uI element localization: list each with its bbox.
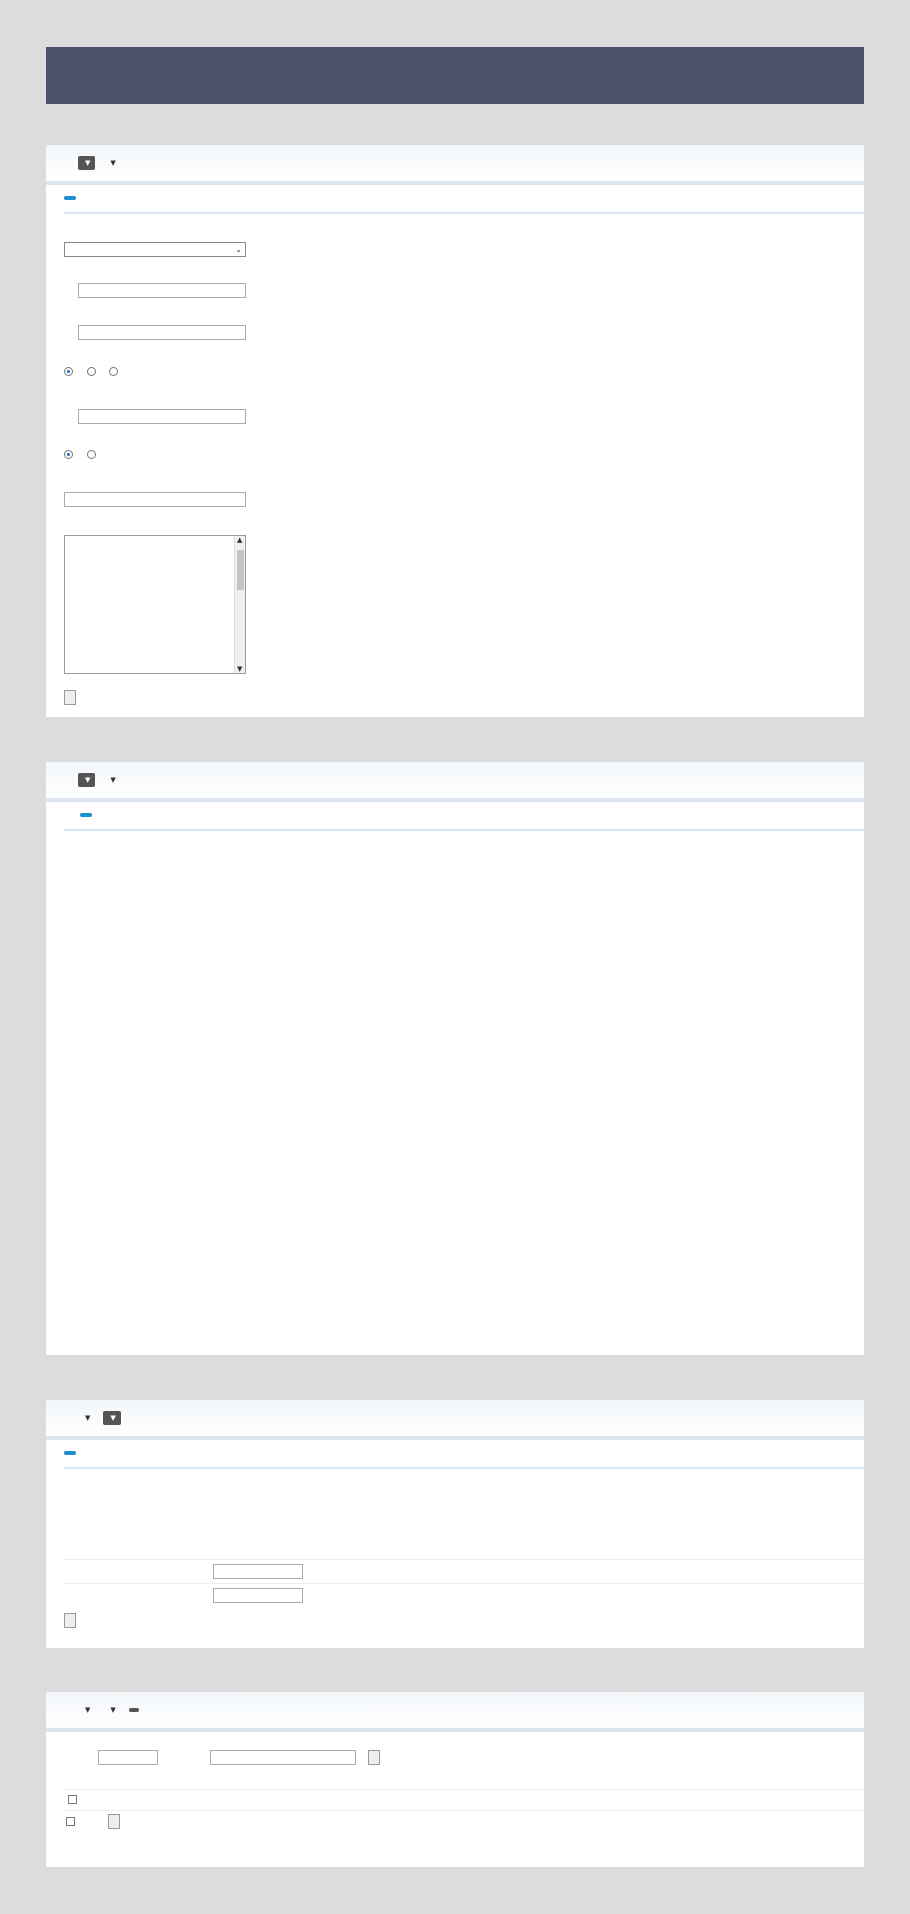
sub-tabs bbox=[64, 1451, 92, 1455]
period-times-input[interactable] bbox=[78, 409, 246, 424]
uname-input[interactable] bbox=[210, 1750, 356, 1765]
menu-log[interactable] bbox=[129, 161, 139, 165]
submit-button[interactable] bbox=[108, 1814, 120, 1829]
period-natural-year[interactable] bbox=[64, 367, 76, 376]
top-nav bbox=[46, 1692, 864, 1732]
menu-global-settings[interactable] bbox=[78, 1411, 95, 1425]
divider bbox=[64, 1810, 864, 1811]
tab-divider bbox=[64, 829, 864, 831]
panel-settings bbox=[46, 145, 864, 717]
uid-input[interactable] bbox=[98, 1750, 158, 1765]
menu-ext-tables[interactable] bbox=[103, 1703, 120, 1717]
select-all[interactable] bbox=[66, 1817, 75, 1826]
username-field-input[interactable] bbox=[213, 1564, 303, 1579]
submit-button[interactable] bbox=[64, 1613, 76, 1628]
period-radios bbox=[64, 367, 121, 376]
panel-logs bbox=[46, 1692, 864, 1867]
tab-third-party[interactable] bbox=[64, 1451, 76, 1455]
buy-url-input[interactable] bbox=[64, 492, 246, 507]
confirm-yes[interactable] bbox=[64, 450, 76, 459]
menu-global-settings[interactable] bbox=[78, 1703, 95, 1717]
chevron-up-icon[interactable]: ▲ bbox=[237, 536, 243, 544]
row-delete-checkbox[interactable] bbox=[68, 1795, 77, 1804]
chevron-down-icon: ▼ bbox=[110, 1706, 116, 1714]
tab-mobile[interactable] bbox=[112, 813, 124, 817]
top-nav bbox=[46, 1400, 864, 1440]
menu-log[interactable] bbox=[129, 1708, 139, 1712]
username-field-input[interactable] bbox=[213, 1588, 303, 1603]
chevron-down-icon: ▼ bbox=[110, 1414, 116, 1422]
chevron-down-icon: ▼ bbox=[85, 1706, 91, 1714]
period-natural-month[interactable] bbox=[87, 367, 99, 376]
menu-ext-tables[interactable] bbox=[103, 1411, 120, 1425]
sub-tabs bbox=[64, 196, 124, 200]
divider bbox=[64, 1559, 864, 1560]
radio-icon bbox=[87, 367, 96, 376]
menu-log[interactable] bbox=[129, 778, 139, 782]
confirm-no[interactable] bbox=[87, 450, 99, 459]
select-all-checkbox[interactable] bbox=[66, 1817, 75, 1826]
tab-params[interactable] bbox=[64, 813, 76, 817]
tab-app-sync[interactable] bbox=[96, 813, 108, 817]
chevron-down-icon[interactable]: ▼ bbox=[237, 665, 243, 673]
radio-icon bbox=[64, 450, 73, 459]
search-button[interactable] bbox=[368, 1750, 380, 1765]
listbox-scrollbar[interactable] bbox=[234, 536, 245, 673]
chevron-down-icon: ▼ bbox=[110, 159, 116, 167]
page-banner bbox=[46, 47, 864, 104]
chevron-down-icon: ▼ bbox=[85, 776, 91, 784]
panel-group-perms bbox=[46, 762, 864, 1355]
menu-global-settings[interactable] bbox=[78, 156, 95, 170]
menu-ext-tables[interactable] bbox=[103, 773, 120, 787]
tab-group-perms[interactable] bbox=[80, 813, 92, 817]
period-custom-days[interactable] bbox=[109, 367, 121, 376]
groups-listbox[interactable] bbox=[64, 535, 246, 674]
credit-type-select[interactable] bbox=[64, 242, 246, 257]
chevron-down-icon: ⌄ bbox=[235, 245, 242, 254]
radio-icon bbox=[87, 450, 96, 459]
top-nav bbox=[46, 145, 864, 185]
sub-tabs bbox=[64, 813, 124, 817]
tab-app-sync[interactable] bbox=[96, 196, 108, 200]
credit-amount-input[interactable] bbox=[78, 283, 246, 298]
tab-classified[interactable] bbox=[80, 1451, 92, 1455]
panel-ext-tables bbox=[46, 1400, 864, 1648]
free-times-input[interactable] bbox=[78, 325, 246, 340]
menu-global-settings[interactable] bbox=[78, 773, 95, 787]
tab-divider bbox=[64, 1467, 864, 1469]
radio-icon bbox=[64, 367, 73, 376]
divider bbox=[64, 1583, 864, 1584]
tab-params[interactable] bbox=[64, 196, 76, 200]
submit-button[interactable] bbox=[64, 690, 76, 705]
tab-mobile[interactable] bbox=[112, 196, 124, 200]
radio-icon bbox=[109, 367, 118, 376]
scrollbar-thumb[interactable] bbox=[237, 550, 244, 590]
tab-group-perms[interactable] bbox=[80, 196, 92, 200]
menu-ext-tables[interactable] bbox=[103, 156, 120, 170]
chevron-down-icon: ▼ bbox=[110, 776, 116, 784]
tab-divider bbox=[64, 212, 864, 214]
divider bbox=[64, 1789, 864, 1790]
chevron-down-icon: ▼ bbox=[85, 159, 91, 167]
menu-log[interactable] bbox=[129, 1416, 139, 1420]
top-nav bbox=[46, 762, 864, 802]
chevron-down-icon: ▼ bbox=[85, 1414, 91, 1422]
confirm-radios bbox=[64, 450, 99, 459]
